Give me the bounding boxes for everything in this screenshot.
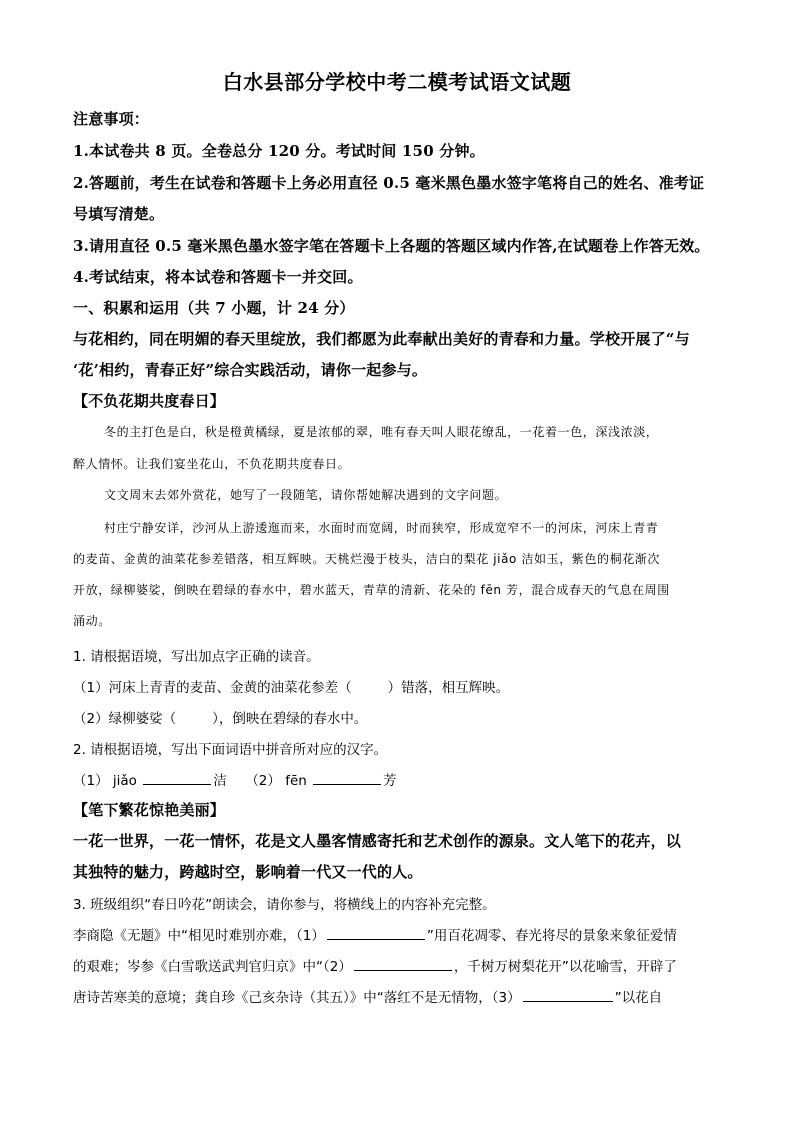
section-intro-2: ‘花’相约，青春正好”综合实践活动，请你一起参与。 [73,361,428,379]
question-3-line-2-text: 的艰难；岑参《白雪歌送武判官归京》中“（2） [73,959,352,975]
notice-item-3: 3.请用直径 0.5 毫米黑色墨水签字笔在答题卡上各题的答题区域内作答,在试题卷上作答无效。 [73,237,710,255]
question-1-part-2 [73,707,733,727]
question-2-part-1-text-end: 洁 [213,773,227,789]
notice-item-2: 2.答题前，考生在试卷和答题卡上务必用直径 0.5 毫米黑色墨水签字笔将自己的姓名、准考证 [73,174,705,192]
section-heading: 一、积累和运用（共 7 小题，计 24 分） [73,299,355,317]
answer-blank[interactable] [354,969,452,971]
question-3-line-1 [73,924,733,944]
question-1-part-2-text-end: ），倒映在碧绿的春水中。 [212,711,368,727]
question-1-part-1 [73,676,733,696]
question-2-stem: 2. 请根据语境，写出下面词语中拼音所对应的汉字。 [73,742,388,758]
notice-heading: 注意事项： [73,110,150,128]
question-3-line-1-text-end: ”用百花凋零、春光将尽的景象来象征爱情 [426,928,677,944]
question-1-part-1-text: （1）河床上青青的麦苗、金黄的油菜花参差（ [73,680,352,696]
passage-3-line-2: 的麦苗、金黄的油菜花参差错落，相互辉映。天桃烂漫于枝头，洁白的梨花 jiǎo 洁如玉，紫色的桐花渐次 [73,552,660,566]
question-2-part-1-text: （1） jiǎo [73,773,137,789]
question-3-line-3-text-end: ”以花自 [614,990,663,1006]
question-3-line-3 [73,986,733,1006]
question-1-part-2-text: （2）绿柳婆娑（ [73,711,177,727]
subsection-heading-2: 【笔下繁花惊艳美丽】 [73,801,226,819]
answer-blank[interactable] [143,783,211,785]
question-3-stem: 3. 班级组织“春日吟花”朗读会，请你参与，将横线上的内容补充完整。 [73,897,496,913]
notice-item-2-cont: 号填写清楚。 [73,205,165,223]
subsection-heading-1: 【不负花期共度春日】 [73,392,226,410]
passage-3-line-1: 村庄宁静安详，沙河从上游逶迤而来，水面时而宽阔，时而狭窄，形成宽窄不一的河床，河床上青青 [104,521,659,535]
passage-1-line-1: 冬的主打色是白，秋是橙黄橘绿，夏是浓郁的翠，唯有春天叫人眼花缭乱，一花着一色，深浅浓淡， [104,425,659,439]
notice-item-4: 4.考试结束，将本试卷和答题卡一并交回。 [73,268,363,286]
passage-1-line-2: 醉人情怀。让我们宴坐花山，不负花期共度春日。 [73,457,351,471]
question-1-stem: 1. 请根据语境，写出加点字正确的读音。 [73,649,320,665]
notice-item-1: 1.本试卷共 8 页。全卷总分 120 分。考试时间 150 分钟。 [73,142,485,160]
question-2-parts [73,769,733,789]
question-1-part-1-text-end: ）错落，相互辉映。 [387,680,510,696]
answer-blank[interactable] [523,1000,613,1002]
page-title: 白水县部分学校中考二模考试语文试题 [222,70,572,94]
question-2-part-2-text-end: 芳 [383,773,397,789]
passage-3-line-3: 开放，绿柳婆娑，倒映在碧绿的春水中，碧水蓝天，青草的清新、花朵的 fēn 芳，混合成春天的气息在周围 [73,583,670,597]
question-3-line-3-text: 唐诗苦寒美的意境；龚自珍《己亥杂诗（其五）》中“落红不是无情物，（3） [73,990,521,1006]
section-intro-1: 与花相约，同在明媚的春天里绽放，我们都愿为此奉献出美好的青春和力量。学校开展了“与 [73,330,690,348]
question-3-line-2-text-end: ，千树万树梨花开”以花喻雪，开辟了 [453,959,677,975]
question-2-part-2-text: （2） fēn [245,773,307,789]
passage-3-line-4: 涌动。 [73,614,111,628]
intro-2-line-2: 其独特的魅力，跨越时空，影响着一代又一代的人。 [73,863,423,881]
question-3-line-2 [73,955,733,975]
intro-2-line-1: 一花一世界，一花一情怀，花是文人墨客情感寄托和艺术创作的源泉。文人笔下的花卉，以 [73,832,682,850]
passage-2: 文文周末去郊外赏花，她写了一段随笔，请你帮她解决遇到的文字问题。 [104,488,508,502]
question-3-line-1-text: 李商隐《无题》中“相见时难别亦难，（1） [73,928,325,944]
answer-blank[interactable] [313,783,381,785]
answer-blank[interactable] [327,938,425,940]
